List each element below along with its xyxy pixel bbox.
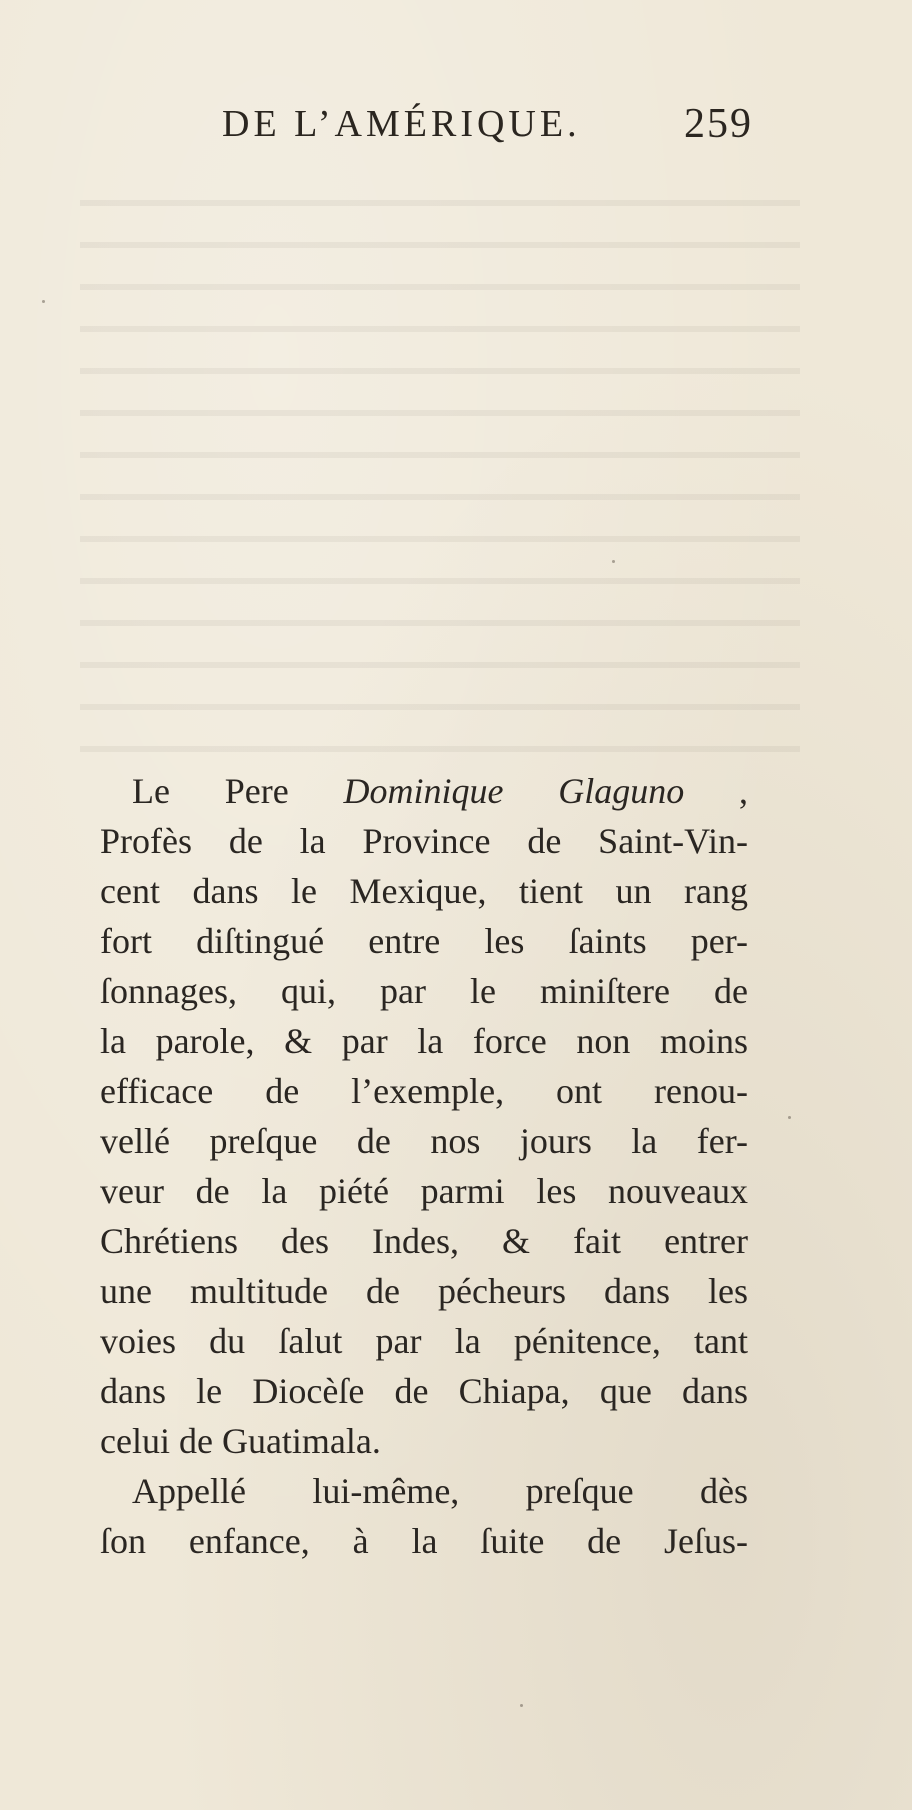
- paper-speck: [788, 1116, 791, 1119]
- person-name: Dominique Glaguno: [343, 771, 685, 811]
- page-number: 259: [684, 101, 753, 147]
- text-line: efficace de l’exemple, ont renou-: [100, 1071, 748, 1111]
- paper-speck: [520, 1704, 523, 1707]
- text-line: celui de Guatimala.: [100, 1421, 381, 1461]
- body-text: [100, 766, 748, 1566]
- text-line: ſonnages, qui, par le miniſtere de: [100, 971, 748, 1011]
- text-line: veur de la piété parmi les nouveaux: [100, 1171, 748, 1211]
- text-line: Appellé lui-même, preſque dès: [132, 1471, 748, 1511]
- running-head: DE L’AMÉRIQUE.: [222, 103, 581, 145]
- text-line: voies du ſalut par la pénitence, tant: [100, 1321, 748, 1361]
- text-line: la parole, & par la force non moins: [100, 1021, 748, 1061]
- show-through: [80, 200, 800, 760]
- text-line: Le Pere Dominique Glaguno ,: [132, 771, 749, 811]
- text-line: Profès de la Province de Saint-Vin-: [100, 821, 748, 861]
- text-line: vellé preſque de nos jours la fer-: [100, 1121, 748, 1161]
- text-line: Chrétiens des Indes, & fait entrer: [100, 1221, 748, 1261]
- text-line: dans le Diocèſe de Chiapa, que dans: [100, 1371, 748, 1411]
- paper-speck: [42, 300, 45, 303]
- text-line: fort diſtingué entre les ſaints per-: [100, 921, 748, 961]
- text-line: cent dans le Mexique, tient un rang: [100, 871, 748, 911]
- paper-speck: [612, 560, 615, 563]
- page-header: [0, 96, 912, 156]
- text-line: ſon enfance, à la ſuite de Jeſus-: [100, 1521, 748, 1561]
- text-line: une multitude de pécheurs dans les: [100, 1271, 748, 1311]
